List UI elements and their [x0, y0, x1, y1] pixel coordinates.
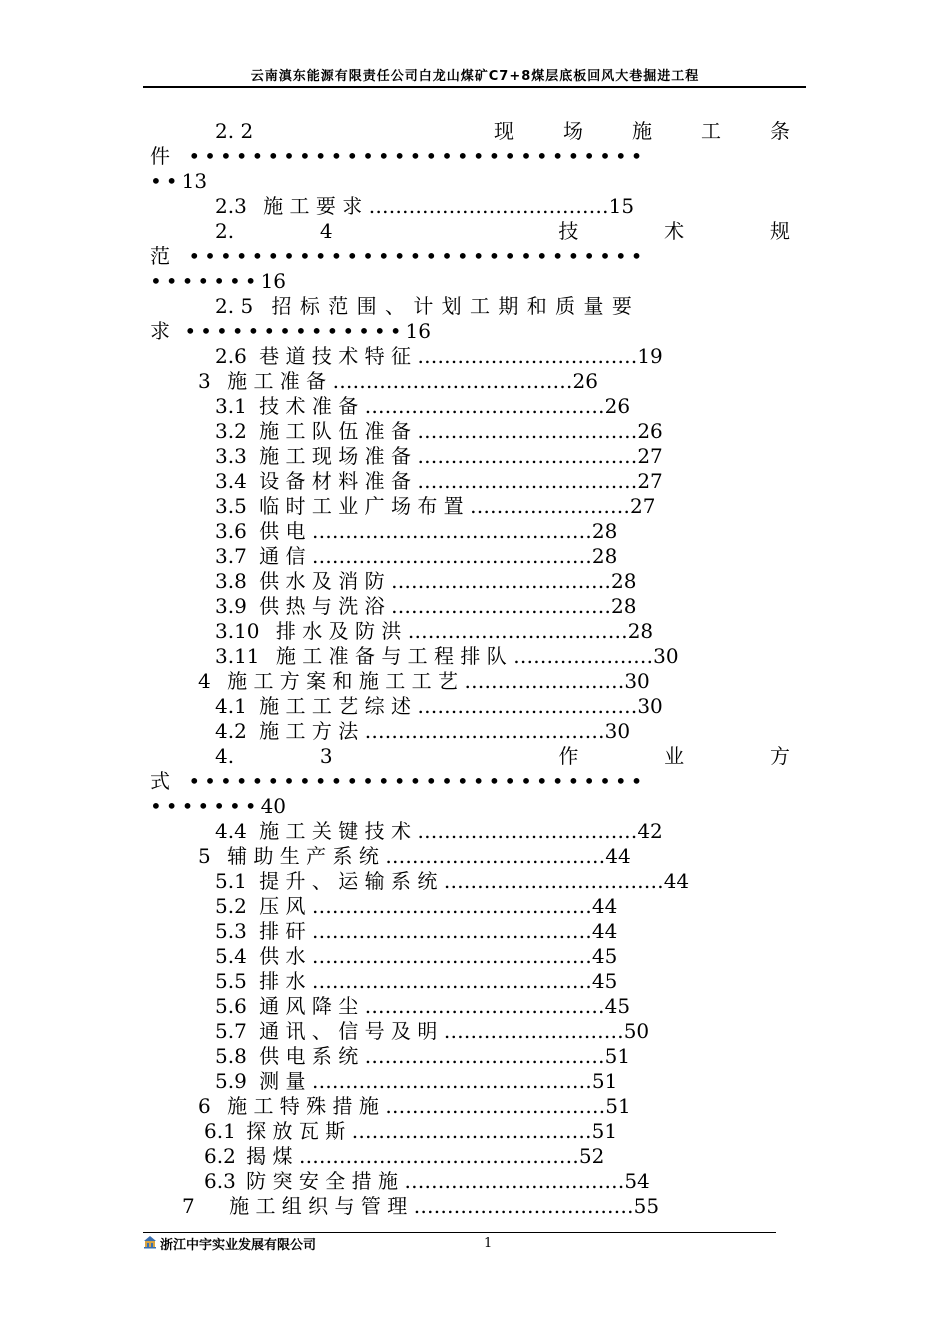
toc-leader: …………………………… — [417, 344, 638, 368]
toc-number: 3.10 — [215, 619, 260, 643]
toc-entry-2-4-cont — [150, 243, 646, 269]
toc-page-number: 28 — [591, 544, 618, 568]
toc-entry-4-4[interactable] — [215, 818, 663, 844]
toc-title-char: 作 — [558, 744, 579, 768]
toc-title: 供 电 系 统 — [259, 1044, 359, 1068]
toc-page-number: 42 — [637, 819, 663, 843]
toc-number: 3.7 — [215, 544, 247, 568]
toc-leader: …………………… — [464, 669, 625, 693]
toc-number: 2. 2 — [215, 119, 254, 143]
toc-page-number: 16 — [260, 269, 287, 293]
toc-page-number: 19 — [637, 344, 663, 368]
toc-title-char: 施 — [632, 119, 652, 143]
toc-leader: ••••••••••••••••••••••••••••• — [188, 244, 647, 268]
toc-page-number: 26 — [637, 419, 663, 443]
toc-number: 6.3 — [204, 1169, 236, 1193]
toc-leader: ……………………………… — [364, 719, 605, 743]
toc-page-number: 51 — [605, 1094, 631, 1118]
toc-title: 技 术 准 备 — [259, 394, 359, 418]
toc-title: 施 工 特 殊 措 施 — [227, 1094, 379, 1118]
toc-leader: …………………………… — [417, 819, 638, 843]
toc-entry-5-9[interactable] — [215, 1068, 617, 1094]
toc-title-char: 规 — [769, 219, 790, 243]
toc-page-number: 28 — [591, 519, 618, 543]
toc-leader: …………………………………… — [311, 894, 592, 918]
toc-leader: …………………………… — [385, 1094, 606, 1118]
toc-leader: …………………………… — [417, 469, 638, 493]
toc-title: 施 工 准 备 — [227, 369, 327, 393]
toc-title-tail: 件 — [150, 144, 170, 168]
building-logo-icon — [143, 1235, 157, 1253]
footer-divider — [143, 1232, 776, 1233]
toc-page-number: 52 — [578, 1144, 605, 1168]
toc-number: 4.1 — [215, 694, 247, 718]
toc-title-tail: 求 — [150, 319, 170, 343]
toc-number: 5.5 — [215, 969, 247, 993]
toc-entry-2-2-page-line — [150, 168, 207, 194]
footer-company-name: 浙江中宇实业发展有限公司 — [160, 1238, 317, 1253]
toc-title: 供 水 — [259, 944, 306, 968]
toc-page-number: 28 — [627, 619, 654, 643]
toc-number: 3.2 — [215, 419, 247, 443]
toc-entry-5-2[interactable] — [215, 893, 617, 919]
toc-entry-6-2[interactable] — [204, 1143, 604, 1169]
toc-number: 4.4 — [215, 819, 247, 843]
toc-number: 5.3 — [215, 919, 247, 943]
toc-title: 揭 煤 — [246, 1144, 293, 1168]
toc-leader: …………………………… — [417, 694, 638, 718]
toc-leader: ……………………………… — [368, 194, 609, 218]
toc-title: 排 水 — [259, 969, 306, 993]
toc-leader: ••••••• — [150, 269, 261, 293]
toc-title: 通 信 — [259, 544, 306, 568]
toc-entry-7[interactable] — [182, 1193, 659, 1219]
toc-page-number: 28 — [610, 594, 637, 618]
toc-number: 5.8 — [215, 1044, 247, 1068]
toc-title: 设 备 材 料 准 备 — [259, 469, 411, 493]
toc-title: 供 热 与 洗 浴 — [259, 594, 385, 618]
toc-leader: •• — [150, 169, 182, 193]
toc-title: 压 风 — [259, 894, 306, 918]
toc-title: 施 工 队 伍 准 备 — [259, 419, 411, 443]
toc-number: 5.2 — [215, 894, 247, 918]
toc-page-number: 26 — [572, 369, 598, 393]
toc-entry-3-6[interactable] — [215, 518, 617, 544]
toc-entry-2-6[interactable] — [215, 343, 663, 369]
toc-entry-5-8[interactable] — [215, 1043, 630, 1069]
toc-number: 3.4 — [215, 469, 247, 493]
toc-page-number: 45 — [591, 944, 618, 968]
toc-entry-3-10[interactable] — [215, 618, 653, 644]
toc-leader: ……………………………… — [364, 394, 605, 418]
toc-leader: ••••••••••••••••••••••••••••• — [188, 144, 647, 168]
toc-entry-2-4[interactable] — [215, 218, 790, 244]
toc-number: 7 — [182, 1194, 195, 1218]
toc-entry-4-1[interactable] — [215, 693, 663, 719]
toc-page-number: 51 — [604, 1044, 631, 1068]
toc-leader: …………………………………… — [311, 519, 592, 543]
toc-page-number: 40 — [260, 794, 287, 818]
toc-page-number: 55 — [633, 1194, 660, 1218]
toc-title-char: 工 — [701, 119, 721, 143]
toc-page-number: 27 — [637, 444, 663, 468]
toc-title-char: 条 — [770, 119, 790, 143]
toc-page-number: 13 — [181, 169, 208, 193]
toc-title: 防 突 安 全 措 施 — [246, 1169, 398, 1193]
toc-number: 3.3 — [215, 444, 247, 468]
toc-number: 3.9 — [215, 594, 247, 618]
toc-leader: …………………………… — [413, 1194, 634, 1218]
toc-number: 6.2 — [204, 1144, 236, 1168]
toc-title: 探 放 瓦 斯 — [246, 1119, 346, 1143]
toc-leader: …………………………… — [417, 444, 638, 468]
toc-number: 6 — [198, 1094, 211, 1118]
toc-leader: ••••••••••••••••••••••••••••• — [188, 769, 647, 793]
footer-company — [143, 1234, 316, 1253]
toc-title-char: 技 — [558, 219, 579, 243]
toc-page-number: 51 — [591, 1069, 618, 1093]
toc-number: 3 — [319, 744, 333, 768]
toc-leader: ………………… — [513, 644, 654, 668]
toc-entry-6[interactable] — [198, 1093, 631, 1119]
toc-leader: ……………………………… — [364, 994, 605, 1018]
toc-title: 临 时 工 业 广 场 布 置 — [259, 494, 464, 518]
toc-title-char: 现 — [494, 119, 514, 143]
toc-entry-3-5[interactable] — [215, 493, 656, 519]
toc-page-number: 30 — [624, 669, 650, 693]
toc-leader: …………………………… — [404, 1169, 625, 1193]
toc-entry-2-5[interactable] — [215, 293, 790, 319]
toc-leader: …………………………… — [417, 419, 638, 443]
toc-title: 测 量 — [259, 1069, 306, 1093]
toc-entry-6-1[interactable] — [204, 1118, 617, 1144]
toc-leader: …………………………………… — [311, 919, 592, 943]
toc-title: 施 工 工 艺 综 述 — [259, 694, 411, 718]
toc-title-char: 方 — [769, 744, 790, 768]
toc-number: 3.1 — [215, 394, 247, 418]
toc-page-number: 51 — [591, 1119, 618, 1143]
toc-entry-3-11[interactable] — [215, 643, 679, 669]
toc-title: 施 工 关 键 技 术 — [259, 819, 411, 843]
toc-entry-4-2[interactable] — [215, 718, 630, 744]
toc-entry-4[interactable] — [198, 668, 650, 694]
toc-page-number: 16 — [405, 319, 431, 343]
toc-number: 6.1 — [204, 1119, 236, 1143]
toc-entry-5-6[interactable] — [215, 993, 630, 1019]
toc-page-number: 44 — [591, 919, 618, 943]
toc-title-char: 场 — [563, 119, 583, 143]
toc-page-number: 50 — [623, 1019, 650, 1043]
toc-leader: …………………………… — [390, 594, 611, 618]
toc-title: 通 讯 、 信 号 及 明 — [259, 1019, 438, 1043]
toc-number: 2.3 — [215, 194, 247, 218]
toc-number: 5.9 — [215, 1069, 247, 1093]
toc-number: 5.7 — [215, 1019, 247, 1043]
toc-number: 5 — [198, 844, 211, 868]
toc-title: 施 工 现 场 准 备 — [259, 444, 411, 468]
toc-leader: …………………………………… — [311, 1069, 592, 1093]
toc-leader: ……………………… — [443, 1019, 624, 1043]
toc-title: 通 风 降 尘 — [259, 994, 359, 1018]
toc-entry-2-2[interactable] — [215, 118, 790, 144]
toc-number: 2. 5 — [215, 294, 254, 318]
toc-entry-4-3-page-line — [150, 793, 286, 819]
toc-leader: …………………………… — [385, 844, 606, 868]
toc-title-tail: 范 — [150, 244, 170, 268]
toc-title: 排 矸 — [259, 919, 306, 943]
toc-leader: …………………………………… — [311, 969, 592, 993]
toc-leader: ……………………………… — [364, 1044, 605, 1068]
toc-entry-3-7[interactable] — [215, 543, 617, 569]
toc-page-number: 26 — [604, 394, 631, 418]
toc-page-number: 27 — [637, 469, 663, 493]
header-divider — [143, 86, 806, 88]
toc-page-number: 45 — [604, 994, 631, 1018]
toc-title: 施 工 准 备 与 工 程 排 队 — [275, 644, 507, 668]
toc-number: 4 — [198, 669, 211, 693]
toc-entry-5[interactable] — [198, 843, 631, 869]
toc-page-number: 30 — [604, 719, 631, 743]
toc-title: 施 工 方 案 和 施 工 工 艺 — [227, 669, 458, 693]
toc-entry-5-7[interactable] — [215, 1018, 649, 1044]
toc-page-number: 54 — [624, 1169, 650, 1193]
toc-entry-5-5[interactable] — [215, 968, 617, 994]
toc-entry-4-3[interactable] — [215, 743, 790, 769]
toc-title: 巷 道 技 术 特 征 — [259, 344, 411, 368]
toc-title: 施 工 方 法 — [259, 719, 359, 743]
toc-entry-4-3-cont — [150, 768, 646, 794]
toc-leader: ……………………………… — [332, 369, 573, 393]
toc-number: 5.1 — [215, 869, 247, 893]
toc-number: 2. — [215, 219, 235, 243]
toc-page-number: 15 — [608, 194, 635, 218]
footer-page-number: 1 — [484, 1236, 493, 1251]
toc-number: 3.11 — [215, 644, 260, 668]
toc-entry-2-2-cont — [150, 143, 646, 169]
toc-leader: …………………………… — [407, 619, 628, 643]
toc-leader: …………………… — [470, 494, 631, 518]
toc-page-number: 44 — [591, 894, 618, 918]
toc-page-number: 27 — [630, 494, 656, 518]
toc-entry-5-1[interactable] — [215, 868, 689, 894]
toc-entry-3-1[interactable] — [215, 393, 630, 419]
toc-page-number: 44 — [663, 869, 690, 893]
toc-title: 供 电 — [259, 519, 306, 543]
toc-number: 5.4 — [215, 944, 247, 968]
toc-leader: •••••••••••••• — [184, 319, 406, 343]
toc-number: 3.5 — [215, 494, 247, 518]
toc-entry-3-2[interactable] — [215, 418, 663, 444]
toc-number: 2.6 — [215, 344, 247, 368]
toc-title: 辅 助 生 产 系 统 — [227, 844, 379, 868]
toc-leader: …………………………………… — [311, 944, 592, 968]
toc-number: 5.6 — [215, 994, 247, 1018]
toc-number: 3 — [198, 369, 211, 393]
toc-title: 提 升 、 运 输 系 统 — [259, 869, 438, 893]
toc-leader: …………………………… — [443, 869, 664, 893]
toc-leader: …………………………………… — [311, 544, 592, 568]
toc-number: 4.2 — [215, 719, 247, 743]
toc-title: 施 工 要 求 — [263, 194, 363, 218]
toc-title: 招 标 范 围 、 计 划 工 期 和 质 量 要 — [271, 294, 633, 318]
toc-title: 排 水 及 防 洪 — [275, 619, 402, 643]
toc-title-tail: 式 — [150, 769, 170, 793]
toc-entry-3-9[interactable] — [215, 593, 636, 619]
toc-title: 供 水 及 消 防 — [259, 569, 385, 593]
toc-page-number: 28 — [610, 569, 637, 593]
toc-entry-2-3[interactable] — [215, 193, 634, 219]
toc-entry-3-3[interactable] — [215, 443, 663, 469]
toc-page-number: 44 — [605, 844, 631, 868]
toc-number: 3.8 — [215, 569, 247, 593]
toc-page-number: 30 — [637, 694, 663, 718]
toc-number: 4 — [319, 219, 333, 243]
toc-entry-6-3[interactable] — [204, 1168, 650, 1194]
toc-entry-2-5-cont — [150, 318, 431, 344]
toc-title: 施 工 组 织 与 管 理 — [229, 1194, 408, 1218]
toc-number: 3.6 — [215, 519, 247, 543]
page-header-title: 云南滇东能源有限责任公司白龙山煤矿C7+8煤层底板回风大巷掘进工程 — [250, 69, 700, 84]
toc-leader: …………………………… — [390, 569, 611, 593]
toc-entry-5-3[interactable] — [215, 918, 617, 944]
toc-leader: ••••••• — [150, 794, 261, 818]
toc-leader: …………………………………… — [298, 1144, 579, 1168]
toc-title-char: 业 — [664, 744, 685, 768]
toc-entry-5-4[interactable] — [215, 943, 617, 969]
toc-number: 4. — [215, 744, 235, 768]
toc-entry-2-4-page-line — [150, 268, 286, 294]
toc-title-char: 术 — [664, 219, 685, 243]
toc-page-number: 30 — [653, 644, 679, 668]
toc-entry-3[interactable] — [198, 368, 598, 394]
toc-entry-3-8[interactable] — [215, 568, 636, 594]
toc-page-number: 45 — [591, 969, 618, 993]
toc-leader: ……………………………… — [351, 1119, 592, 1143]
toc-entry-3-4[interactable] — [215, 468, 663, 494]
